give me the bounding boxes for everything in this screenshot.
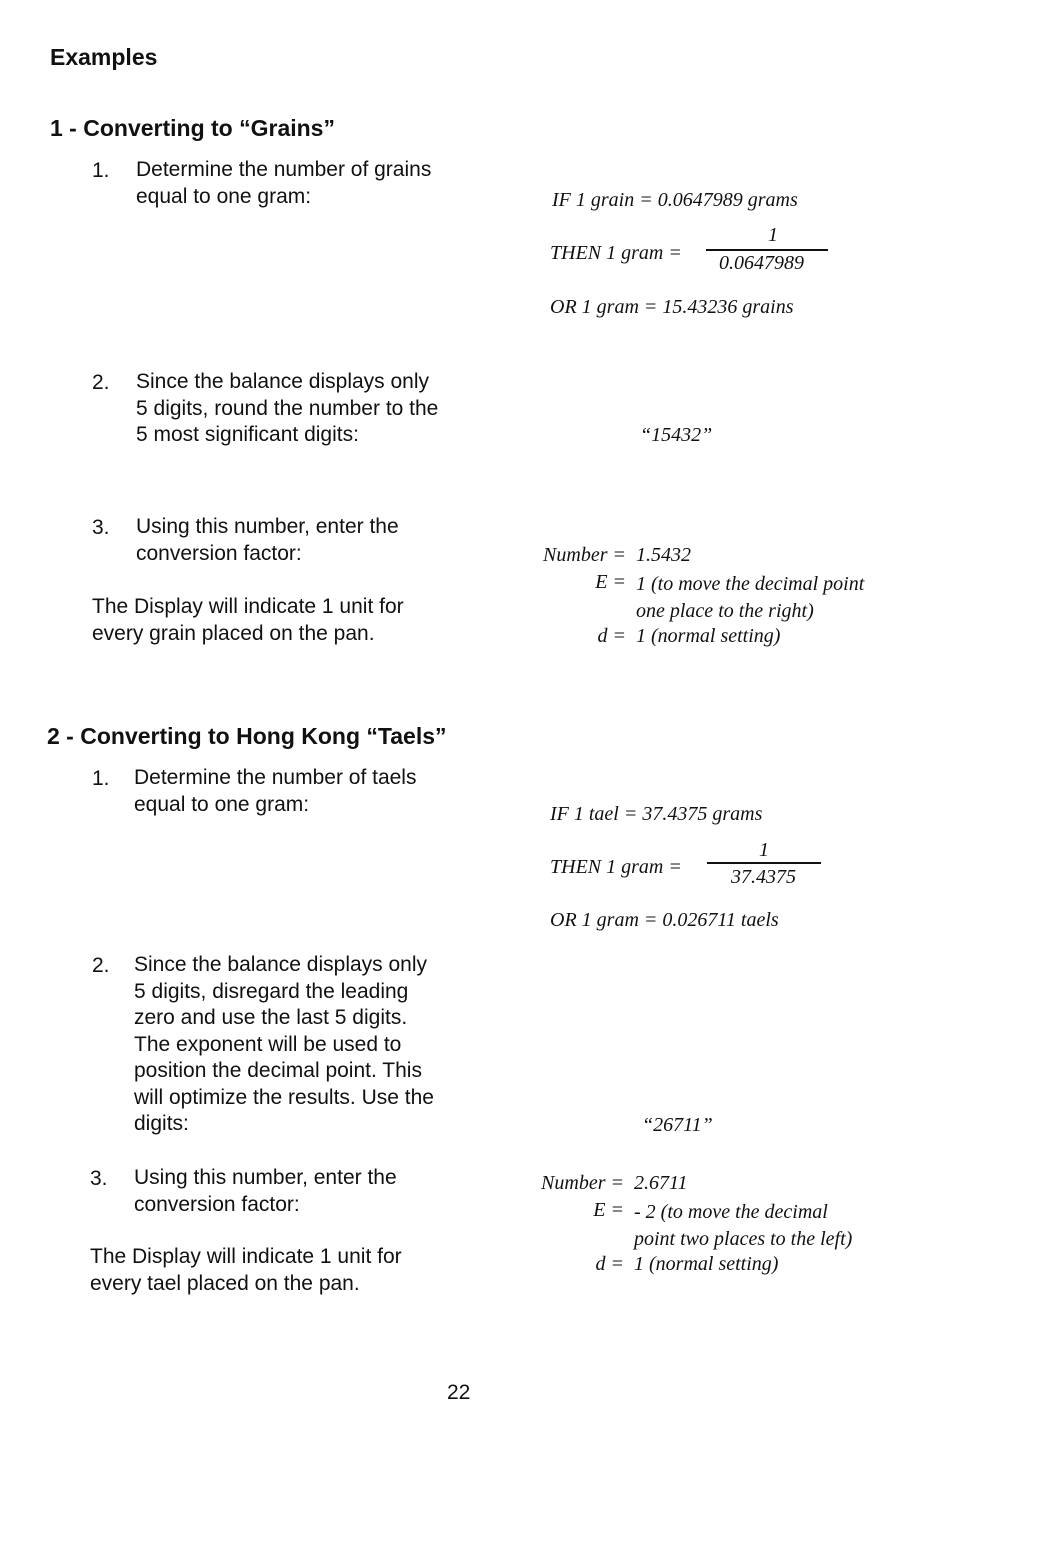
section-2-d-value: 1 (normal setting)	[634, 1253, 779, 1275]
section-1-step-2-number: 2.	[92, 371, 110, 394]
section-2-step-3-text: Using this number, enter the conversion factor:	[134, 1166, 397, 1216]
section-1-e-value-text: 1 (to move the decimal point one place to the right)	[636, 573, 865, 622]
section-1-number-value: 1.5432	[636, 544, 691, 566]
section-2-step-2-text: Since the balance displays only 5 digits, disregard the leading zero and use the last 5 digits. The exponent will be used to position the decimal point. This will optimize the results. Use the digits:	[134, 953, 434, 1135]
section-2-number-label: Number =	[541, 1172, 624, 1194]
section-2-step-1-number: 1.	[92, 767, 110, 790]
section-1-or-line: OR 1 gram = 15.43236 grains	[550, 296, 794, 318]
section-1-e-label: E =	[595, 571, 626, 593]
page-heading: Examples	[50, 44, 158, 70]
section-1-step-3-text: Using this number, enter the conversion factor:	[136, 515, 399, 565]
section-1-note: The Display will indicate 1 unit for every grain placed on the pan.	[92, 595, 404, 645]
section-1-step-2-text: Since the balance displays only 5 digits, round the number to the 5 most significant digits:	[136, 370, 439, 446]
section-2-e-label: E =	[593, 1199, 624, 1221]
section-2-step-2-number: 2.	[92, 954, 110, 977]
section-1-rounded-digits: “15432”	[640, 424, 713, 446]
section-1-step-1-number: 1.	[92, 159, 110, 182]
section-1-d-label: d =	[597, 625, 626, 647]
section-2-e-value	[634, 1199, 852, 1253]
section-1-step-1-text: Determine the number of grains equal to one gram:	[136, 158, 432, 208]
section-2-if-line: IF 1 tael = 37.4375 grams	[550, 803, 763, 825]
section-2-fraction-numerator: 1	[759, 839, 769, 861]
section-2-then-label: THEN 1 gram =	[550, 856, 682, 878]
section-1-number-label: Number =	[543, 544, 626, 566]
section-2-rounded-digits: “26711”	[642, 1114, 713, 1136]
section-1-then-label: THEN 1 gram =	[550, 242, 682, 264]
section-1-fraction-numerator: 1	[768, 224, 778, 246]
page-number: 22	[447, 1381, 471, 1404]
section-1-step-3-number: 3.	[92, 516, 110, 539]
section-2-fraction-denominator: 37.4375	[731, 866, 796, 888]
section-2-step-1-text: Determine the number of taels equal to one gram:	[134, 766, 417, 816]
section-2-fraction-bar	[707, 862, 821, 864]
section-2-number-value: 2.6711	[634, 1172, 688, 1194]
section-2-title: 2 - Converting to Hong Kong “Taels”	[47, 723, 447, 749]
section-1-e-value	[636, 571, 864, 625]
section-1-if-line: IF 1 grain = 0.0647989 grams	[552, 189, 798, 211]
section-2-or-line: OR 1 gram = 0.026711 taels	[550, 909, 779, 931]
section-2-note: The Display will indicate 1 unit for every tael placed on the pan.	[90, 1245, 402, 1295]
section-1-d-value: 1 (normal setting)	[636, 625, 781, 647]
section-1-fraction-denominator: 0.0647989	[719, 252, 804, 274]
section-1-fraction-bar	[706, 249, 828, 251]
section-2-step-3-number: 3.	[90, 1167, 108, 1190]
section-2-e-value-text: - 2 (to move the decimal point two places to the left)	[634, 1201, 853, 1250]
section-1-title: 1 - Converting to “Grains”	[50, 115, 335, 141]
section-2-d-label: d =	[595, 1253, 624, 1275]
